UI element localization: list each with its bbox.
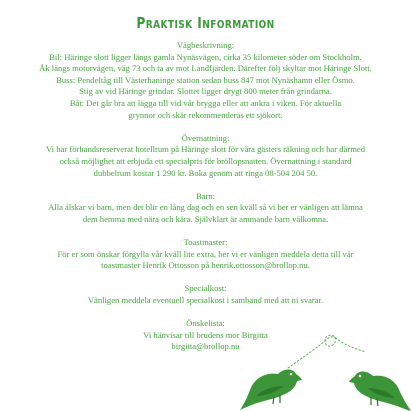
section-line: birgitta@brollop.nu	[171, 341, 240, 352]
section-line: Vi hänvisar till brudens mor Birgitta	[143, 329, 268, 340]
left-bird	[240, 370, 302, 411]
section-heading: Barn:	[195, 190, 216, 201]
section-line: Vänligen meddela eventuell specialkost i samband med att ni svarar.	[87, 295, 324, 306]
two-birds-heart-icon	[240, 330, 411, 411]
section-heading: Övernattning:	[181, 132, 230, 143]
section-line: För er som önskar förgylla vår kväll lite extra, ber vi er vänligen meddela detta till vår	[57, 248, 354, 259]
section-line: Bil: Häringe slott ligger längs gamla Nynäsvägen, cirka 35 kilometer söder om Stockholm.	[49, 51, 362, 62]
section-line: Stig av vid Häringe grindar. Slottet ligger drygt 800 meter från grindarna.	[79, 86, 332, 97]
section-line: dem hemma med nära och kära. Självklart är ammande barn välkomna.	[82, 213, 329, 224]
section-heading: Vägbeskrivning:	[176, 40, 235, 50]
section-directions	[0, 40, 411, 121]
right-bird	[349, 372, 411, 411]
section-line: grynnor och skär rekommenderas ett sjökort.	[128, 109, 283, 120]
section-heading: Specialkost:	[184, 283, 227, 294]
section-heading: Önskelista:	[186, 318, 225, 329]
section-accommodation	[0, 133, 411, 179]
section-line: Åk längs motorvägen, väg 73 och ta av mot Landfjärden. Därefter följ skyltar mot Häringe Slott.	[39, 63, 372, 74]
section-line: också möjlighet att erbjuda ett specialpris för bröllopsnatten. Övernattning i standard	[59, 155, 352, 166]
section-line: Vi har förhandsreserverat hotellrum på Häringe slott för våra gästers räkning och har därmed	[45, 144, 365, 155]
info-content	[0, 40, 411, 353]
section-children	[0, 191, 411, 226]
section-line: Båt: Det går bra att lägga till vid vår brygga eller att ankra i viken. För aktuella	[69, 97, 342, 108]
section-toastmaster	[0, 237, 411, 272]
section-line: dubbelrum kostar 1 290 kr. Boka genom att ringa 08-504 204 50.	[93, 167, 318, 178]
section-line: toastmaster Henrik Ottosson på henrik.ottosson@brollop.nu.	[101, 260, 310, 271]
section-line: Buss: Pendeltåg till Västerhaninge station sedan buss 847 mot Nynäshamn eller Ösmo.	[56, 74, 355, 85]
section-heading: Toastmaster:	[183, 237, 228, 248]
page-title: Praktisk Information	[136, 14, 275, 32]
flight-path	[288, 335, 366, 368]
section-special-diet	[0, 283, 411, 306]
section-line: Alla älskar vi barn, men det blir en lång dag och en sen kväll så vi ber er vänligen att lämna	[48, 202, 363, 213]
